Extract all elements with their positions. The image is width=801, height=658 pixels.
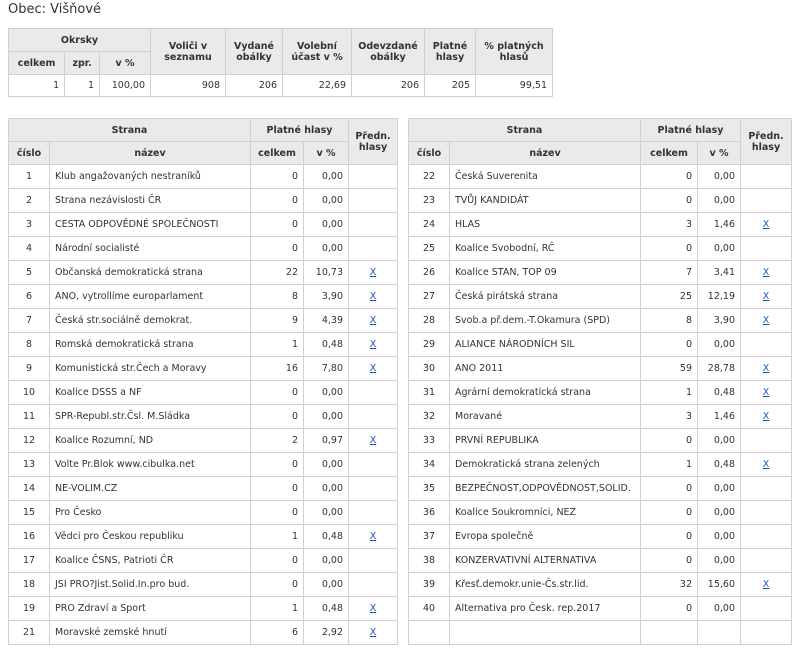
table-row xyxy=(9,405,398,429)
party-number xyxy=(409,621,450,645)
party-votes: 0 xyxy=(251,165,304,189)
party-name: Koalice STAN, TOP 09 xyxy=(450,261,641,285)
table-row xyxy=(409,549,792,573)
table-row xyxy=(9,165,398,189)
preference-votes-cell xyxy=(349,213,398,237)
party-votes-pct: 4,39 xyxy=(304,309,349,333)
table-row xyxy=(409,285,792,309)
party-name: Komunistická str.Čech a Moravy xyxy=(50,357,251,381)
header-celkem: celkem xyxy=(9,52,65,75)
party-number: 9 xyxy=(9,357,50,381)
header-zpr: zpr. xyxy=(65,52,100,75)
party-votes: 3 xyxy=(641,213,698,237)
header-nazev: název xyxy=(50,142,251,165)
party-name: Koalice Svobodní, RČ xyxy=(450,237,641,261)
value-celkem: 1 xyxy=(9,75,65,97)
party-votes: 1 xyxy=(641,381,698,405)
preference-votes-cell xyxy=(349,549,398,573)
table-row xyxy=(9,501,398,525)
preference-votes-link[interactable]: X xyxy=(762,411,770,422)
party-votes-pct: 0,48 xyxy=(698,453,741,477)
preference-votes-link[interactable]: X xyxy=(762,579,770,590)
table-row xyxy=(409,261,792,285)
party-number: 19 xyxy=(9,597,50,621)
party-name: BEZPEČNOST,ODPOVĚDNOST,SOLID. xyxy=(450,477,641,501)
header-predn: Předn. hlasy xyxy=(741,119,792,165)
party-votes-pct: 0,48 xyxy=(304,525,349,549)
preference-votes-cell xyxy=(741,621,792,645)
party-votes-pct: 15,60 xyxy=(698,573,741,597)
party-number: 26 xyxy=(409,261,450,285)
party-votes-pct: 3,90 xyxy=(304,285,349,309)
preference-votes-link[interactable]: X xyxy=(369,291,377,302)
party-number: 30 xyxy=(409,357,450,381)
preference-votes-link[interactable]: X xyxy=(762,459,770,470)
preference-votes-cell xyxy=(349,285,398,309)
header-odevzdane: Odevzdané obálky xyxy=(352,29,425,75)
preference-votes-cell xyxy=(741,381,792,405)
party-number: 27 xyxy=(409,285,450,309)
party-votes-pct: 0,00 xyxy=(698,189,741,213)
header-platne: Platné hlasy xyxy=(425,29,476,75)
party-name: Česká Suverenita xyxy=(450,165,641,189)
preference-votes-cell xyxy=(349,405,398,429)
party-name: JSI PRO?Jist.Solid.In.pro bud. xyxy=(50,573,251,597)
party-name: Česká pirátská strana xyxy=(450,285,641,309)
table-row xyxy=(9,285,398,309)
header-strana: Strana xyxy=(409,119,641,142)
preference-votes-cell xyxy=(349,429,398,453)
table-row xyxy=(409,501,792,525)
preference-votes-link[interactable]: X xyxy=(369,627,377,638)
preference-votes-cell xyxy=(349,477,398,501)
table-row xyxy=(409,333,792,357)
party-number: 33 xyxy=(409,429,450,453)
header-pct: v % xyxy=(100,52,151,75)
party-name: HLAS xyxy=(450,213,641,237)
party-votes-pct: 0,00 xyxy=(304,477,349,501)
party-name: Koalice DSSS a NF xyxy=(50,381,251,405)
party-number: 34 xyxy=(409,453,450,477)
party-name: Koalice Rozumní, ND xyxy=(50,429,251,453)
table-row xyxy=(9,621,398,645)
header-okrsky: Okrsky xyxy=(9,29,151,52)
table-row xyxy=(409,429,792,453)
value-volici: 908 xyxy=(151,75,226,97)
party-votes-pct: 0,48 xyxy=(304,333,349,357)
header-pct: v % xyxy=(698,142,741,165)
party-votes-pct: 0,00 xyxy=(304,213,349,237)
party-table-left xyxy=(8,118,398,645)
party-number: 12 xyxy=(9,429,50,453)
party-votes: 32 xyxy=(641,573,698,597)
preference-votes-cell xyxy=(741,333,792,357)
table-row xyxy=(409,621,792,645)
party-name: CESTA ODPOVĚDNÉ SPOLEČNOSTI xyxy=(50,213,251,237)
party-number: 23 xyxy=(409,189,450,213)
party-name: Romská demokratická strana xyxy=(50,333,251,357)
table-row xyxy=(9,477,398,501)
party-votes-pct: 0,00 xyxy=(698,429,741,453)
party-name: Občanská demokratická strana xyxy=(50,261,251,285)
party-name: Koalice Soukromníci, NEZ xyxy=(450,501,641,525)
header-nazev: název xyxy=(450,142,641,165)
party-number: 24 xyxy=(409,213,450,237)
party-name: Evropa společně xyxy=(450,525,641,549)
table-row xyxy=(9,189,398,213)
party-votes: 0 xyxy=(251,477,304,501)
header-platne-hlasy: Platné hlasy xyxy=(641,119,741,142)
party-number: 2 xyxy=(9,189,50,213)
party-number: 15 xyxy=(9,501,50,525)
party-votes: 0 xyxy=(251,573,304,597)
value-pct-platnych: 99,51 xyxy=(476,75,553,97)
table-row xyxy=(409,405,792,429)
party-number: 29 xyxy=(409,333,450,357)
party-number: 17 xyxy=(9,549,50,573)
table-row xyxy=(9,213,398,237)
header-cislo: číslo xyxy=(409,142,450,165)
preference-votes-cell xyxy=(349,453,398,477)
party-votes: 0 xyxy=(641,597,698,621)
preference-votes-cell xyxy=(741,405,792,429)
party-votes: 0 xyxy=(251,405,304,429)
header-celkem: celkem xyxy=(641,142,698,165)
preference-votes-link[interactable]: X xyxy=(369,603,377,614)
preference-votes-link[interactable]: X xyxy=(762,363,770,374)
party-table-right xyxy=(408,118,792,645)
party-votes: 7 xyxy=(641,261,698,285)
party-votes-pct: 0,00 xyxy=(698,333,741,357)
party-number: 39 xyxy=(409,573,450,597)
party-votes-pct: 10,73 xyxy=(304,261,349,285)
table-row xyxy=(9,309,398,333)
header-celkem: celkem xyxy=(251,142,304,165)
party-number: 37 xyxy=(409,525,450,549)
preference-votes-cell xyxy=(741,285,792,309)
table-row xyxy=(9,597,398,621)
party-name: Klub angažovaných nestraníků xyxy=(50,165,251,189)
party-name: PRVNÍ REPUBLIKA xyxy=(450,429,641,453)
party-votes: 2 xyxy=(251,429,304,453)
party-number: 21 xyxy=(9,621,50,645)
party-name: ALIANCE NÁRODNÍCH SIL xyxy=(450,333,641,357)
party-name: Demokratická strana zelených xyxy=(450,453,641,477)
party-votes-pct: 0,00 xyxy=(304,381,349,405)
preference-votes-cell xyxy=(741,573,792,597)
party-votes-pct: 0,48 xyxy=(304,597,349,621)
preference-votes-link[interactable]: X xyxy=(762,291,770,302)
party-votes: 1 xyxy=(641,453,698,477)
party-votes-pct: 0,00 xyxy=(304,405,349,429)
preference-votes-cell xyxy=(349,501,398,525)
preference-votes-cell xyxy=(741,309,792,333)
party-number: 22 xyxy=(409,165,450,189)
party-votes-pct: 0,00 xyxy=(304,165,349,189)
party-number: 36 xyxy=(409,501,450,525)
preference-votes-cell xyxy=(741,525,792,549)
party-votes: 6 xyxy=(251,621,304,645)
party-votes-pct: 1,46 xyxy=(698,213,741,237)
party-name: Svob.a př.dem.-T.Okamura (SPD) xyxy=(450,309,641,333)
party-name: TVŮJ KANDIDÁT xyxy=(450,189,641,213)
table-row xyxy=(9,261,398,285)
party-votes-pct: 7,80 xyxy=(304,357,349,381)
preference-votes-cell xyxy=(741,261,792,285)
party-votes: 1 xyxy=(251,597,304,621)
party-votes-pct: 0,00 xyxy=(698,477,741,501)
summary-table xyxy=(8,28,553,97)
party-name: Koalice ČSNS, Patrioti ČR xyxy=(50,549,251,573)
table-row xyxy=(409,381,792,405)
preference-votes-cell xyxy=(741,549,792,573)
value-zpr: 1 xyxy=(65,75,100,97)
preference-votes-link[interactable]: X xyxy=(762,267,770,278)
party-votes-pct: 0,00 xyxy=(698,549,741,573)
party-name: KONZERVATIVNÍ ALTERNATIVA xyxy=(450,549,641,573)
party-votes xyxy=(641,621,698,645)
party-votes: 0 xyxy=(641,429,698,453)
preference-votes-link[interactable]: X xyxy=(369,339,377,350)
party-votes-pct: 0,00 xyxy=(304,453,349,477)
preference-votes-cell xyxy=(741,429,792,453)
party-name: Národní socialisté xyxy=(50,237,251,261)
preference-votes-link[interactable]: X xyxy=(369,267,377,278)
header-pct: v % xyxy=(304,142,349,165)
party-votes-pct: 0,00 xyxy=(698,501,741,525)
preference-votes-link[interactable]: X xyxy=(762,219,770,230)
party-name: Křesť.demokr.unie-Čs.str.lid. xyxy=(450,573,641,597)
party-votes: 8 xyxy=(641,309,698,333)
party-number: 28 xyxy=(409,309,450,333)
party-votes-pct: 0,00 xyxy=(304,549,349,573)
party-votes: 0 xyxy=(641,477,698,501)
party-votes: 59 xyxy=(641,357,698,381)
party-votes: 0 xyxy=(641,333,698,357)
page-title: Obec: Višňové xyxy=(8,2,102,17)
party-number: 14 xyxy=(9,477,50,501)
party-votes: 9 xyxy=(251,309,304,333)
party-number: 25 xyxy=(409,237,450,261)
party-votes-pct: 2,92 xyxy=(304,621,349,645)
preference-votes-cell xyxy=(349,597,398,621)
table-row xyxy=(9,333,398,357)
preference-votes-link[interactable]: X xyxy=(369,531,377,542)
table-row xyxy=(9,429,398,453)
party-name xyxy=(450,621,641,645)
preference-votes-cell xyxy=(349,333,398,357)
party-votes-pct: 0,97 xyxy=(304,429,349,453)
party-votes: 0 xyxy=(641,501,698,525)
table-row xyxy=(409,189,792,213)
party-name: Pro Česko xyxy=(50,501,251,525)
preference-votes-link[interactable]: X xyxy=(369,315,377,326)
table-row xyxy=(409,309,792,333)
party-votes: 0 xyxy=(641,237,698,261)
table-row xyxy=(9,381,398,405)
preference-votes-cell xyxy=(741,189,792,213)
party-number: 7 xyxy=(9,309,50,333)
value-platne: 205 xyxy=(425,75,476,97)
table-row xyxy=(409,453,792,477)
preference-votes-cell xyxy=(741,501,792,525)
party-votes: 0 xyxy=(641,165,698,189)
party-votes: 22 xyxy=(251,261,304,285)
value-odevzdane: 206 xyxy=(352,75,425,97)
party-name: Alternativa pro Česk. rep.2017 xyxy=(450,597,641,621)
party-votes-pct: 0,00 xyxy=(304,237,349,261)
party-number: 1 xyxy=(9,165,50,189)
party-name: Moravské zemské hnutí xyxy=(50,621,251,645)
header-cislo: číslo xyxy=(9,142,50,165)
party-votes-pct: 0,48 xyxy=(698,381,741,405)
party-name: ANO, vytrollíme europarlament xyxy=(50,285,251,309)
party-name: SPR-Republ.str.Čsl. M.Sládka xyxy=(50,405,251,429)
preference-votes-cell xyxy=(741,597,792,621)
preference-votes-cell xyxy=(741,165,792,189)
party-number: 8 xyxy=(9,333,50,357)
preference-votes-cell xyxy=(349,357,398,381)
party-votes-pct: 0,00 xyxy=(304,501,349,525)
header-pct-platnych: % platných hlasů xyxy=(476,29,553,75)
party-votes-pct: 0,00 xyxy=(304,189,349,213)
party-votes-pct: 3,41 xyxy=(698,261,741,285)
party-votes: 0 xyxy=(641,549,698,573)
party-votes: 25 xyxy=(641,285,698,309)
header-vydane: Vydané obálky xyxy=(226,29,283,75)
party-votes: 8 xyxy=(251,285,304,309)
party-votes: 0 xyxy=(641,525,698,549)
header-platne-hlasy: Platné hlasy xyxy=(251,119,349,142)
party-name: Vědci pro Českou republiku xyxy=(50,525,251,549)
party-votes: 0 xyxy=(251,381,304,405)
preference-votes-cell xyxy=(741,357,792,381)
party-votes: 16 xyxy=(251,357,304,381)
party-votes: 1 xyxy=(251,525,304,549)
table-row xyxy=(9,525,398,549)
table-row xyxy=(409,573,792,597)
party-votes-pct: 1,46 xyxy=(698,405,741,429)
party-name: NE-VOLIM.CZ xyxy=(50,477,251,501)
party-votes: 1 xyxy=(251,333,304,357)
party-votes-pct: 0,00 xyxy=(698,165,741,189)
preference-votes-cell xyxy=(349,237,398,261)
preference-votes-cell xyxy=(349,261,398,285)
party-votes-pct: 12,19 xyxy=(698,285,741,309)
party-votes: 0 xyxy=(251,237,304,261)
party-number: 38 xyxy=(409,549,450,573)
preference-votes-cell xyxy=(349,189,398,213)
party-number: 35 xyxy=(409,477,450,501)
party-name: Česká str.sociálně demokrat. xyxy=(50,309,251,333)
table-row xyxy=(409,237,792,261)
value-pct: 100,00 xyxy=(100,75,151,97)
table-row xyxy=(9,549,398,573)
preference-votes-cell xyxy=(741,213,792,237)
table-row xyxy=(409,477,792,501)
party-votes: 0 xyxy=(251,453,304,477)
preference-votes-cell xyxy=(741,453,792,477)
preference-votes-link[interactable]: X xyxy=(369,435,377,446)
party-rows-left xyxy=(9,165,398,645)
preference-votes-cell xyxy=(349,621,398,645)
party-votes-pct xyxy=(698,621,741,645)
preference-votes-cell xyxy=(349,525,398,549)
table-row xyxy=(409,525,792,549)
table-row xyxy=(409,213,792,237)
party-votes-pct: 0,00 xyxy=(304,573,349,597)
preference-votes-cell xyxy=(349,309,398,333)
party-number: 40 xyxy=(409,597,450,621)
table-row xyxy=(9,453,398,477)
party-votes: 0 xyxy=(251,213,304,237)
party-name: Agrární demokratická strana xyxy=(450,381,641,405)
preference-votes-cell xyxy=(349,165,398,189)
party-votes-pct: 3,90 xyxy=(698,309,741,333)
table-row xyxy=(409,597,792,621)
preference-votes-cell xyxy=(349,381,398,405)
party-number: 13 xyxy=(9,453,50,477)
table-row xyxy=(409,357,792,381)
preference-votes-cell xyxy=(349,573,398,597)
party-votes: 0 xyxy=(251,501,304,525)
party-name: Volte Pr.Blok www.cibulka.net xyxy=(50,453,251,477)
preference-votes-link[interactable]: X xyxy=(762,315,770,326)
party-number: 5 xyxy=(9,261,50,285)
table-row xyxy=(9,237,398,261)
header-predn: Předn. hlasy xyxy=(349,119,398,165)
preference-votes-link[interactable]: X xyxy=(762,387,770,398)
header-ucast: Volební účast v % xyxy=(283,29,352,75)
value-ucast: 22,69 xyxy=(283,75,352,97)
party-rows-right xyxy=(409,165,792,645)
party-votes: 0 xyxy=(251,549,304,573)
table-row xyxy=(9,357,398,381)
party-name: ANO 2011 xyxy=(450,357,641,381)
party-votes-pct: 0,00 xyxy=(698,525,741,549)
preference-votes-link[interactable]: X xyxy=(369,363,377,374)
party-number: 3 xyxy=(9,213,50,237)
party-votes: 0 xyxy=(641,189,698,213)
preference-votes-cell xyxy=(741,237,792,261)
party-name: Strana nezávislosti ČR xyxy=(50,189,251,213)
party-number: 32 xyxy=(409,405,450,429)
header-strana: Strana xyxy=(9,119,251,142)
value-vydane: 206 xyxy=(226,75,283,97)
party-name: PRO Zdraví a Sport xyxy=(50,597,251,621)
party-votes-pct: 28,78 xyxy=(698,357,741,381)
party-votes-pct: 0,00 xyxy=(698,597,741,621)
party-number: 6 xyxy=(9,285,50,309)
party-votes-pct: 0,00 xyxy=(698,237,741,261)
party-number: 10 xyxy=(9,381,50,405)
party-number: 18 xyxy=(9,573,50,597)
table-row xyxy=(409,165,792,189)
preference-votes-cell xyxy=(741,477,792,501)
table-row xyxy=(9,573,398,597)
party-number: 16 xyxy=(9,525,50,549)
header-volici: Voliči v seznamu xyxy=(151,29,226,75)
party-number: 31 xyxy=(409,381,450,405)
party-number: 4 xyxy=(9,237,50,261)
party-name: Moravané xyxy=(450,405,641,429)
party-votes: 3 xyxy=(641,405,698,429)
party-votes: 0 xyxy=(251,189,304,213)
party-number: 11 xyxy=(9,405,50,429)
